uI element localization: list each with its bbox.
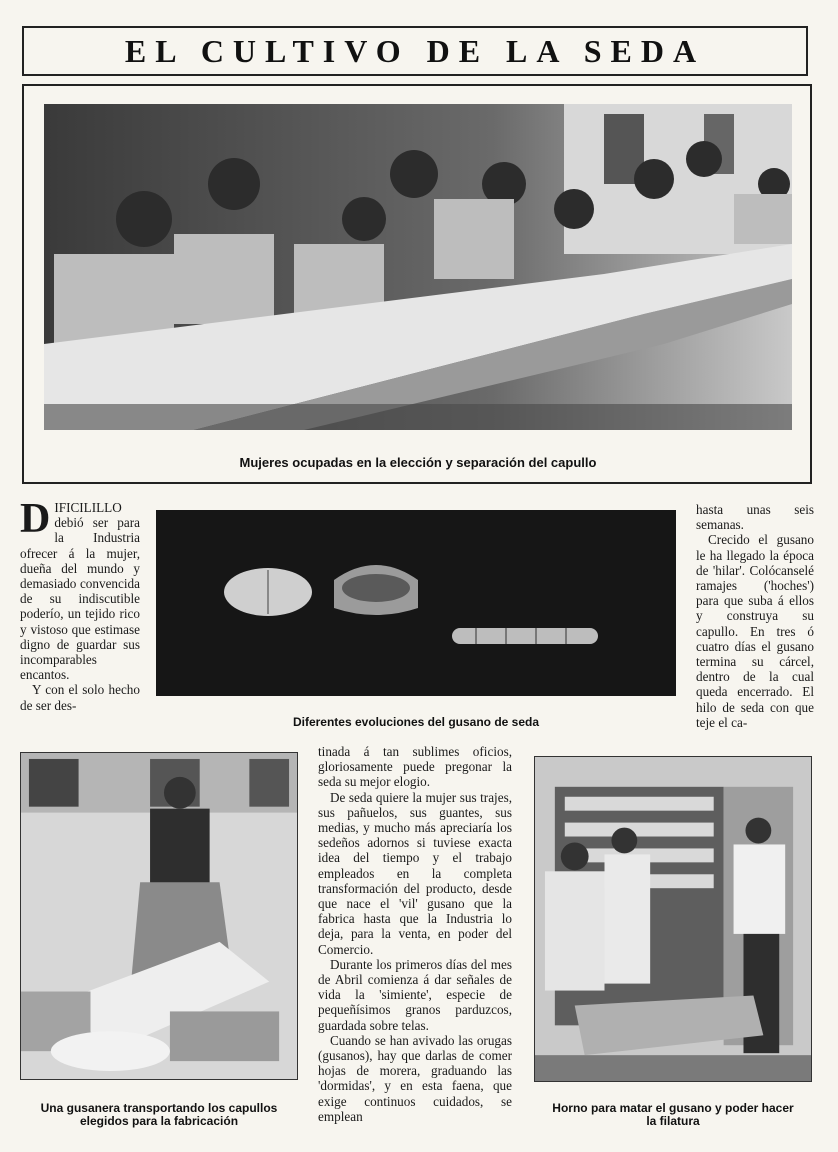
middle-photo [156,510,676,696]
column-left-paragraph-2: Y con el solo hecho de ser des- [20,682,140,713]
woman-carrying-cocoons-image [21,753,297,1079]
column-center-paragraph-2: De seda quiere la mujer sus trajes, sus pañuelos, sus guantes, sus medias, y mucho más apreciaría los sedeños adornos si tuviese exacta idea del tiempo y el trabajo empleados en la completa transformación del producto, desde que nace el 'vil' gusano que la fabrica hasta que la Industria lo deja, para la venta, en poder del Comercio. [318,789,512,957]
bottom-left-caption-line-1: Una gusanera transportando los capullos [40,1101,278,1115]
bottom-left-caption-line-2: elegidos para la fabricación [79,1114,239,1128]
bottom-left-caption [20,1102,298,1128]
column-right [696,502,814,730]
column-center-paragraph-3: Durante los primeros días del mes de Abril comienza á dar señales de vida la 'simiente', especie de pequeñísimos granos parduzcos, guardada sobre telas. [318,956,512,1033]
top-photo [44,104,792,430]
silk-oven-image [535,757,811,1081]
women-sorting-cocoons-image [44,104,792,430]
bottom-left-photo [20,752,298,1080]
middle-photo-caption: Diferentes evoluciones del gusano de seda [292,715,540,729]
column-center-paragraph-4: Cuando se han avivado las orugas (gusanos), hay que darlas de comer hojas de morera, graduando las 'dormidas', y en esta faena, que exige continuos cuidados, se emplean [318,1032,512,1124]
column-center-paragraph-1: tinada á tan sublimes oficios, gloriosamente puede pregonar la seda su mejor elogio. [318,744,512,790]
bottom-right-caption-line-1: Horno para matar el gusano y poder hacer [552,1101,794,1115]
article-title: EL CULTIVO DE LA SEDA [124,32,706,69]
silkworm-evolution-image [156,510,676,696]
bottom-right-photo [534,756,812,1082]
column-right-paragraph-1: hasta unas seis semanas. [696,502,814,533]
column-left [20,496,140,713]
column-left-paragraph-1: DIFICILILLO debió ser para la Industria ofrecer á la mujer, dueña del mundo y demasiado convencida de su indiscutible poderío, un tejido rico y vistoso que estimase digno de guardar sus incomparables encantos. [20,496,140,683]
column-right-paragraph-2: Crecido el gusano le ha llegado la época de 'hilar'. Colócanselé ramajes ('hoches') para que suba á ellos y construya su capullo. En tres ó cuatro días el gusano termina su cárcel, dentro de la cual queda encerrado. El hilo de seda con que teje el ca- [696,532,814,730]
bottom-right-caption-line-2: la filatura [646,1114,700,1128]
column-center [318,744,512,1124]
bottom-right-caption [534,1102,812,1128]
title-box [22,26,808,76]
dropcap: D [20,496,51,542]
top-photo-caption: Mujeres ocupadas en la elección y separación del capullo [239,455,597,470]
